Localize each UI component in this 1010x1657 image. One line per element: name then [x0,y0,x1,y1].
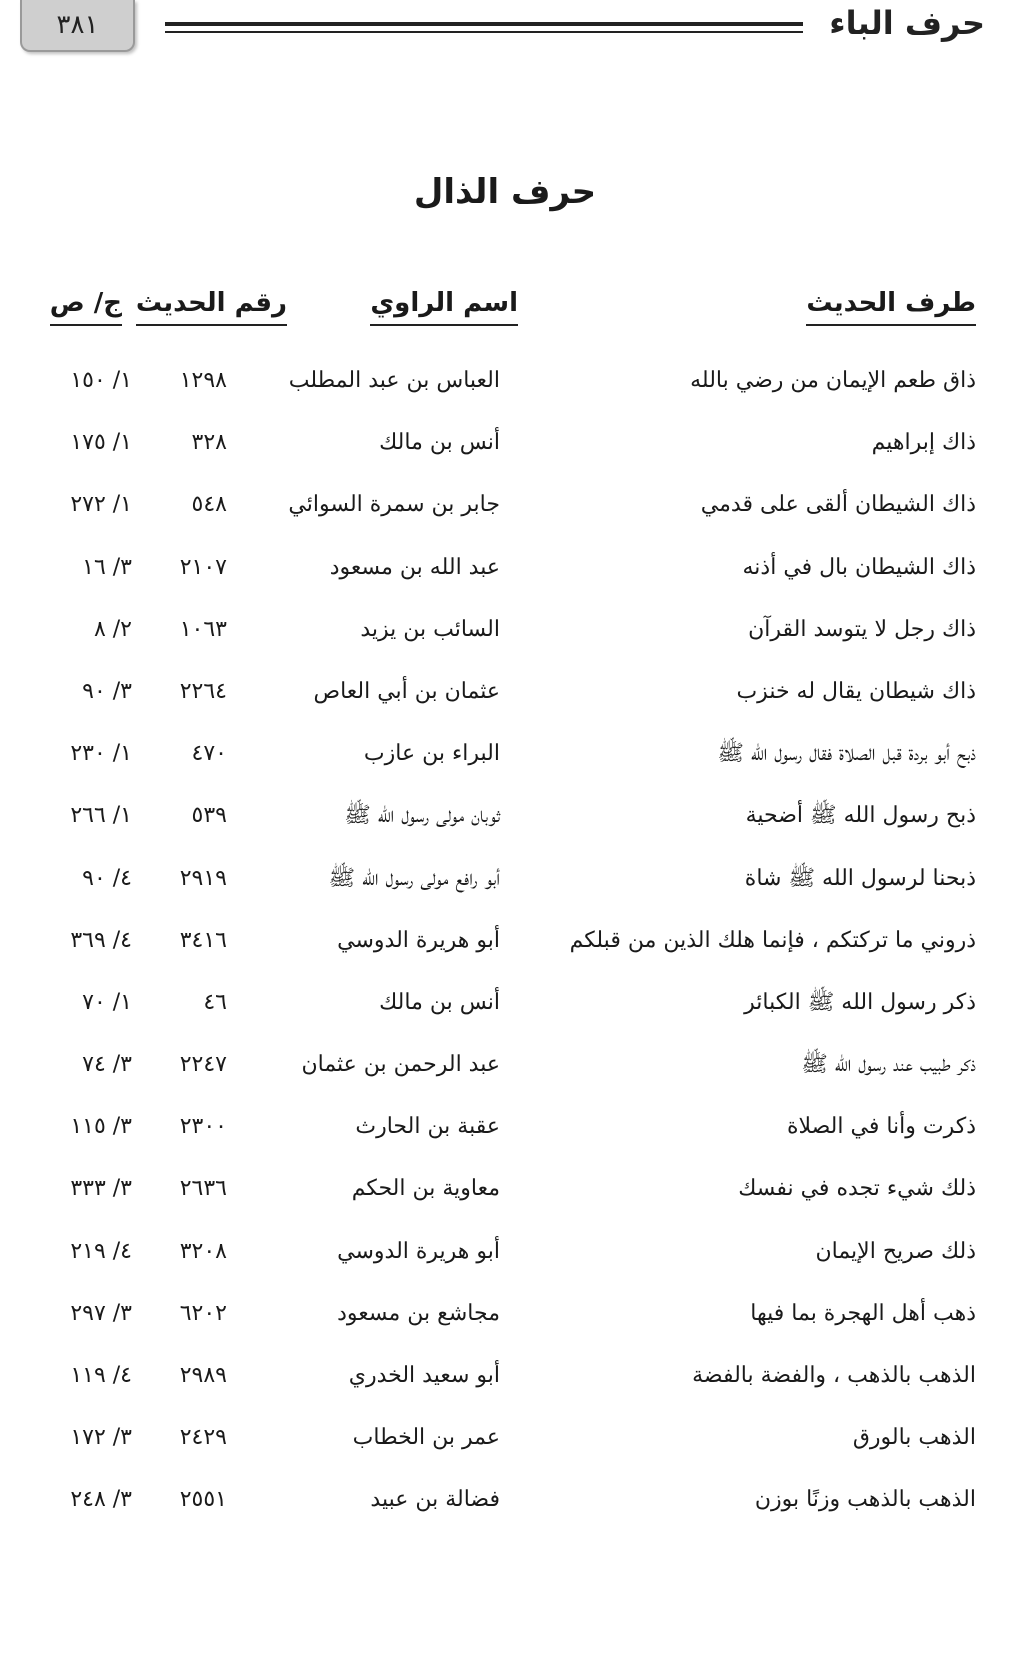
hadith-number: ٥٤٨ [191,492,227,518]
page-number: ٣٨١ [20,0,135,52]
hadith-text: الذهب بالورق [852,1425,976,1451]
hadith-text: ذبح رسول الله ﷺ أضحية [745,803,976,829]
volume-page: ١/ ٢٧٢ [70,492,132,518]
volume-page: ٣/ ٢٩٧ [70,1300,132,1326]
narrator-name: أنس بن مالك [379,989,500,1015]
hadith-number: ٢٣٠٠ [179,1114,227,1140]
volume-page: ٣/ ١٦ [82,554,132,580]
hadith-number: ٢٢٤٧ [179,1052,227,1078]
header-rule [165,22,803,26]
hadith-number: ٥٣٩ [191,803,227,829]
volume-page: ٣/ ١١٥ [70,1114,132,1140]
narrator-name: مجاشع بن مسعود [337,1300,500,1326]
hadith-number: ٢١٠٧ [179,554,227,580]
table-row [0,785,1010,847]
volume-page: ١/ ١٥٠ [70,368,132,393]
table-row [0,1034,1010,1096]
narrator-name: أبو هريرة الدوسي [337,1238,500,1264]
table-row [0,474,1010,536]
hadith-number: ٣٢٠٨ [179,1238,227,1264]
narrator-name: فضالة بن عبيد [370,1487,500,1513]
hadith-number: ٢٩٨٩ [179,1363,227,1388]
hadith-text: ذبح أبو بردة قبل الصلاة فقال رسول الله ﷺ [717,741,976,767]
table-row [0,1096,1010,1158]
narrator-name: أبو رافع مولى رسول الله ﷺ [328,865,500,891]
hadith-text: ذبحنا لرسول الله ﷺ شاة [744,865,976,891]
hadith-number: ٢٩١٩ [179,865,227,891]
hadith-text: ذاك الشيطان ألقى على قدمي [700,492,976,518]
volume-page: ٣/ ٢٤٨ [70,1487,132,1513]
volume-page: ١/ ٧٠ [82,989,132,1015]
hadith-number: ١٢٩٨ [179,368,227,393]
hadith-text: ذكر رسول الله ﷺ الكبائر [744,989,976,1015]
narrator-name: جابر بن سمرة السوائي [288,492,500,518]
narrator-name: عبد الرحمن بن عثمان [301,1052,500,1078]
hadith-index-table [0,350,1010,1532]
table-row [0,910,1010,972]
volume-page: ٤/ ٣٦٩ [70,927,132,953]
table-row [0,661,1010,723]
volume-page: ٣/ ٣٣٣ [70,1176,132,1202]
hadith-text: ذكر طبيب عند رسول الله ﷺ [801,1052,976,1078]
hadith-text: ذاق طعم الإيمان من رضي بالله [690,368,976,393]
table-row [0,1407,1010,1469]
hadith-number: ٣٢٨ [191,430,227,456]
hadith-text: ذهب أهل الهجرة بما فيها [750,1300,976,1326]
volume-page: ١/ ٢٣٠ [70,741,132,767]
table-row [0,1158,1010,1220]
hadith-number: ٤٧٠ [191,741,227,767]
hadith-number: ٦٢٠٢ [179,1300,227,1326]
hadith-number: ٢٤٢٩ [179,1425,227,1451]
hadith-number: ٢٦٣٦ [179,1176,227,1202]
volume-page: ١/ ٢٦٦ [70,803,132,829]
hadith-text: الذهب بالذهب ، والفضة بالفضة [692,1363,976,1388]
column-header-hadith: طرف الحديث [806,288,976,326]
table-row [0,848,1010,910]
hadith-text: ذاك إبراهيم [871,430,976,456]
column-header-volume-page: ج/ ص [50,288,122,326]
narrator-name: العباس بن عبد المطلب [288,368,500,393]
volume-page: ٣/ ١٧٢ [70,1425,132,1451]
narrator-name: عقبة بن الحارث [355,1114,500,1140]
hadith-text: ذلك شيء تجده في نفسك [738,1176,976,1202]
column-header-number: رقم الحديث [136,288,287,326]
hadith-text: ذاك رجل لا يتوسد القرآن [748,616,976,642]
narrator-name: أبو هريرة الدوسي [337,927,500,953]
table-row [0,537,1010,599]
hadith-number: ٣٤١٦ [179,927,227,953]
hadith-text: ذاك الشيطان بال في أذنه [742,554,976,580]
volume-page: ٣/ ٩٠ [82,678,132,704]
narrator-name: عمر بن الخطاب [352,1425,500,1451]
page-header [0,0,1010,70]
table-row [0,350,1010,412]
narrator-name: عثمان بن أبي العاص [313,678,500,704]
hadith-text: ذروني ما تركتكم ، فإنما هلك الذين من قبلكم [569,927,976,953]
hadith-number: ٤٦ [203,989,227,1015]
narrator-name: السائب بن يزيد [360,616,500,642]
narrator-name: عبد الله بن مسعود [329,554,500,580]
volume-page: ٤/ ١١٩ [70,1363,132,1388]
table-row [0,1469,1010,1531]
running-title: حرف الباء [829,4,985,42]
table-row [0,412,1010,474]
table-row [0,1345,1010,1407]
hadith-number: ١٠٦٣ [179,616,227,642]
section-title: حرف الذال [413,172,597,212]
hadith-text: الذهب بالذهب وزنًا بوزن [754,1487,976,1513]
narrator-name: أبو سعيد الخدري [348,1363,500,1388]
table-row [0,723,1010,785]
table-row [0,1283,1010,1345]
table-row [0,1221,1010,1283]
volume-page: ٣/ ٧٤ [82,1052,132,1078]
narrator-name: البراء بن عازب [363,741,500,767]
volume-page: ٤/ ٢١٩ [70,1238,132,1264]
volume-page: ١/ ١٧٥ [70,430,132,456]
table-row [0,972,1010,1034]
volume-page: ٢/ ٨ [93,616,132,642]
column-header-rawi: اسم الراوي [370,288,518,326]
header-rule-thin [165,31,803,33]
table-row [0,599,1010,661]
narrator-name: أنس بن مالك [379,430,500,456]
hadith-text: ذلك صريح الإيمان [815,1238,976,1264]
hadith-number: ٢٢٦٤ [179,678,227,704]
volume-page: ٤/ ٩٠ [82,865,132,891]
hadith-number: ٢٥٥١ [179,1487,227,1513]
hadith-text: ذاك شيطان يقال له خنزب [736,678,976,704]
narrator-name: ثوبان مولى رسول الله ﷺ [344,803,500,829]
narrator-name: معاوية بن الحكم [351,1176,500,1202]
hadith-text: ذكرت وأنا في الصلاة [786,1114,976,1140]
